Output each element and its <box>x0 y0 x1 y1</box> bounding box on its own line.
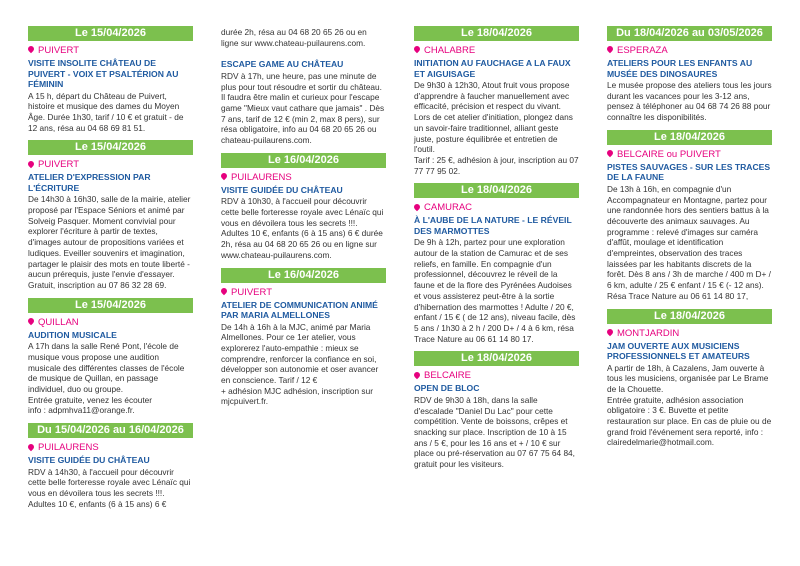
event-location: BELCAIRE ou PUIVERT <box>607 149 772 161</box>
event-date: Le 18/04/2026 <box>414 26 579 41</box>
event-description: De 14h à 16h à la MJC, animé par Maria Almellones. Pour ce 1er atelier, vous explorerez l'auto-empathie : mieux se comprendre, renforcer la confiance en soi, développer son autonomie et oser avancer en conscience. Tarif / 12 € + adhésion MJC adhésion, inscription sur mjcpuivert.fr. <box>221 321 379 407</box>
column-1 <box>28 26 193 509</box>
event-location: BELCAIRE <box>414 370 579 382</box>
event-date: Le 15/04/2026 <box>28 26 193 41</box>
event-card <box>414 183 579 344</box>
location-pin-icon <box>606 328 614 336</box>
event-card <box>28 423 193 509</box>
location-pin-icon <box>413 371 421 379</box>
event-date: Le 18/04/2026 <box>607 130 772 145</box>
event-location: PUILAURENS <box>28 442 193 454</box>
event-date: Le 15/04/2026 <box>28 298 193 313</box>
event-location: MONTJARDIN <box>607 328 772 340</box>
event-location: PUIVERT <box>28 45 193 57</box>
event-location: CHALABRE <box>414 45 579 57</box>
location-pin-icon <box>27 317 35 325</box>
event-card <box>28 298 193 416</box>
event-title: ESCAPE GAME AU CHÂTEAU <box>221 59 344 70</box>
event-title: INITIATION AU FAUCHAGE A LA FAUX ET AIGUISAGE <box>414 58 571 79</box>
event-location: PUIVERT <box>221 287 386 299</box>
event-title: AUDITION MUSICALE <box>28 329 117 340</box>
event-description: De 14h30 à 16h30, salle de la mairie, atelier proposé par l'Espace Séniors et animé par Solveig Pasquer. Moment convivial pour explorer l'écriture à partir de textes, d'images autour de propositions variées et ludiques. Eveiller souvenirs et imagination, partager le plaisir des mots en toute liberté - aucun prérequis, juste l'envie d'essayer. Gratuit, inscription au 07 86 32 28 69. <box>28 194 191 290</box>
location-pin-icon <box>27 45 35 53</box>
location-pin-icon <box>606 149 614 157</box>
location-pin-icon <box>220 287 228 295</box>
location-pin-icon <box>413 203 421 211</box>
event-date: Le 15/04/2026 <box>28 140 193 155</box>
event-description: De 9h30 à 12h30, Atout fruit vous propose d'apprendre à faucher manuellement avec efficacité, précision et respect du vivant. Lors de cet atelier d'initiation, plongez dans un savoir-faire traditionnel, alliant geste juste, posture équilibrée et entretien de l'outil. Tarif : 25 €, adhésion à jour, inscription au 07 77 77 95 02. <box>414 80 579 176</box>
location-pin-icon <box>27 160 35 168</box>
event-date: Le 16/04/2026 <box>221 153 386 168</box>
event-description: RDV de 9h30 à 18h, dans la salle d'escalade "Daniel Du Lac" pour cette compétition. Vente de boissons, crêpes et snacking sur place. Inscription de 10 à 15 ans / 5 €, pour les 16 ans et + / 10 € sur place ou pré-réservation au 07 67 75 64 84, gratuit pour les visiteurs. <box>414 394 575 470</box>
event-location: ESPERAZA <box>607 45 772 57</box>
event-date: Du 15/04/2026 au 16/04/2026 <box>28 423 193 438</box>
event-description: RDV à 14h30, à l'accueil pour découvrir cette belle forteresse royale avec Lénaïc qui vous en dévoilera tous les secrets !!!. Adultes 10 €, enfants (6 à 15 ans) 6 € <box>28 466 191 509</box>
event-title: VISITE GUIDÉE DU CHÂTEAU <box>28 455 150 466</box>
event-card <box>28 26 193 133</box>
event-date: Du 18/04/2026 au 03/05/2026 <box>607 26 772 41</box>
event-description: De 13h à 16h, en compagnie d'un Accompagnateur en Montagne, partez pour une randonnée hors des sentiers battus à la découverte des animaux sauvages. Au programme : relevé d'images sur caméra d'affût, moulage et identification d'empreintes, observation des traces laissées par les habitants discrets de la forêt. Dès 8 ans / 3h de marche / 400 m D+ / 6 km, adulte / 25 € enfant / 15 € (- 12 ans). Résa Trace Nature au 06 61 14 80 17, <box>607 183 771 301</box>
event-location: CAMURAC <box>414 202 579 214</box>
event-location: PUILAURENS <box>221 172 386 184</box>
event-description: A 17h dans la salle René Pont, l'école de musique vous propose une audition musicale des différentes classes de l'école de musique de Quillan, en passage individuel, duo ou groupe. Entrée gratuite, venez les écouter info : adpmhva11@orange.fr. <box>28 341 185 416</box>
event-description: De 9h à 12h, partez pour une exploration autour de la station de Camurac et de ses reliefs, en famille. En compagnie d'un professionnel, découvrez le réveil de la faune et de la flore des Pyrénées Audoises et vous assisterez peut-être à la sortie d'hibernation des marmottes ! Adulte / 20 €, enfant / 15 € ( de 12 ans), niveau facile, dès 5 ans / 1h30 à 2 h / 200 D+ / 4 à 6 km, résa Trace Nature au 06 61 14 80 17. <box>414 237 576 344</box>
event-card <box>414 351 579 469</box>
event-title: ATELIERS POUR LES ENFANTS AU MUSÉE DES DINOSAURES <box>607 58 753 79</box>
event-location: PUIVERT <box>28 159 193 171</box>
event-title: OPEN DE BLOC <box>414 383 480 394</box>
event-date: Le 18/04/2026 <box>414 183 579 198</box>
event-card <box>221 59 386 145</box>
location-pin-icon <box>27 442 35 450</box>
event-title: VISITE GUIDÉE DU CHÂTEAU <box>221 184 343 195</box>
event-date: Le 18/04/2026 <box>607 309 772 324</box>
event-card <box>221 153 386 261</box>
event-card <box>607 309 772 449</box>
event-description: A 15 h, départ du Château de Puivert, histoire et musique des dames du Moyen Âge. Durée 1h30, tarif / 10 € et gratuit - de 12 ans, résa au 04 68 69 81 51. <box>28 90 184 133</box>
location-pin-icon <box>413 45 421 53</box>
event-title: JAM OUVERTE AUX MUSICIENS PROFESSIONNELS ET AMATEURS <box>607 340 750 362</box>
event-description: A partir de 18h, à Cazalens, Jam ouverte à tous les musiciens, organisée par Le Brame de la Chouette. Entrée gratuite, adhésion association obligatoire : 3 €. Buvette et petite restauration sur place. En cas de pluie ou de grand froid l'événement sera reporté, info : clairedelmarie@hotmail.com. <box>607 362 772 448</box>
event-date: Le 18/04/2026 <box>414 351 579 366</box>
location-pin-icon <box>606 45 614 53</box>
column-2 <box>221 26 386 407</box>
event-card <box>607 130 772 302</box>
event-description: RDV à 10h30, à l'accueil pour découvrir cette belle forteresse royale avec Lénaïc qui vous en dévoilera tous les secrets !!!. Adultes 10 €, enfants (6 à 15 ans) 6 € durée 2h, résa au 04 68 20 65 26 ou en ligne sur www.chateau-puilaurens.com. <box>221 196 384 260</box>
event-description: Le musée propose des ateliers tous les jours durant les vacances pour les 3-12 ans, pensez à téléphoner au 04 68 74 26 88 pour connaître les disponibilités. <box>607 80 772 123</box>
event-description: RDV à 17h, une heure, pas une minute de plus pour tout résoudre et sortir du château. Il faudra être malin et curieux pour l'escape game "Mieux vaut cathare que jamais" . Dès 7 ans, tarif de 12 € (min 2, max 8 pers), sur résa obligatoire, info au 04 68 20 65 26 ou chateau-puilaurens.com. <box>221 70 385 146</box>
event-location: QUILLAN <box>28 317 193 329</box>
event-title: VISITE INSOLITE CHÂTEAU DE PUIVERT - VOIX ET PSALTÉRION AU FÉMININ <box>28 58 179 89</box>
event-title: À L'AUBE DE LA NATURE - LE RÉVEIL DES MARMOTTES <box>414 215 572 236</box>
column-4 <box>607 26 772 448</box>
event-card <box>414 26 579 176</box>
event-title: ATELIER DE COMMUNICATION ANIMÉ PAR MARIA ALMELLONES <box>221 299 378 321</box>
event-card <box>221 268 386 408</box>
event-card <box>28 140 193 290</box>
event-title: PISTES SAUVAGES - SUR LES TRACES DE LA FAUNE <box>607 161 771 183</box>
location-pin-icon <box>220 172 228 180</box>
continued-text: durée 2h, résa au 04 68 20 65 26 ou en ligne sur www.chateau-puilaurens.com. <box>221 27 367 48</box>
event-date: Le 16/04/2026 <box>221 268 386 283</box>
event-title: ATELIER D'EXPRESSION PAR L'ÉCRITURE <box>28 172 151 193</box>
column-3 <box>414 26 579 470</box>
event-card <box>607 26 772 123</box>
